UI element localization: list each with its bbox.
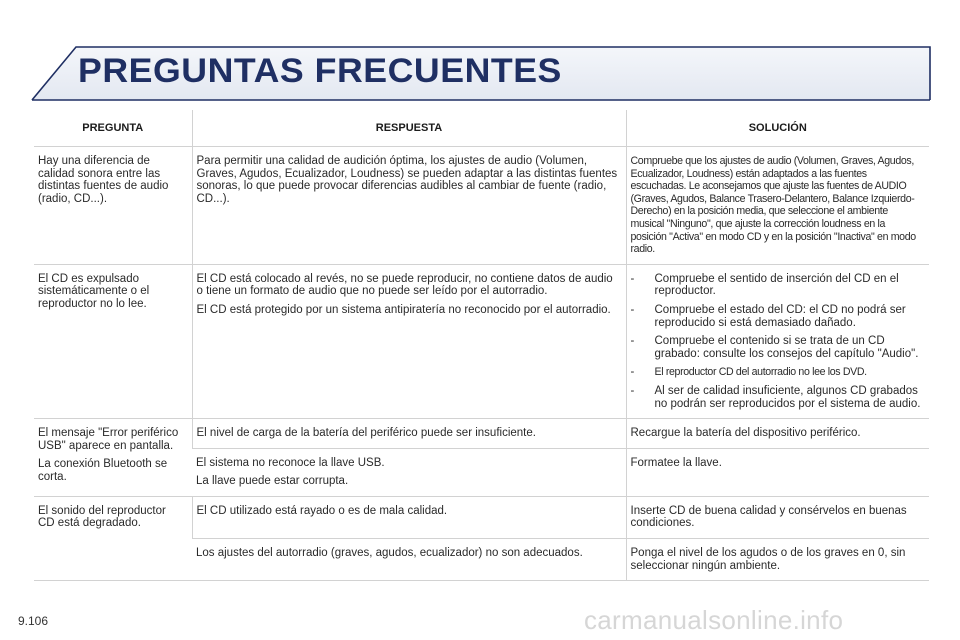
question-text: El CD es expulsado sistemáticamente o el reproductor no lo lee. <box>38 272 150 310</box>
question-text: La conexión Bluetooth se corta. <box>38 458 168 483</box>
table-row <box>34 419 929 449</box>
solution-step: Al ser de calidad insuficiente, algunos CD grabados no podrán ser reproducidos por el sistema de audio. <box>654 384 921 410</box>
list-item: - Compruebe el contenido si se trata de un CD grabado: consulte los consejos del capítulo "Audio". <box>630 335 919 360</box>
solution-cell <box>626 264 929 418</box>
page-title: PREGUNTAS FRECUENTES <box>78 52 562 90</box>
header-banner <box>0 0 960 110</box>
solution-text: Formatee la llave. <box>630 456 722 469</box>
table-row <box>34 496 929 538</box>
answer-text: El CD utilizado está rayado o es de mala calidad. <box>196 504 448 517</box>
answer-text: El nivel de carga de la batería del periférico puede ser insuficiente. <box>196 427 536 440</box>
table-row <box>34 264 929 418</box>
answer-text: El sistema no reconoce la llave USB. <box>196 456 385 469</box>
question-cell <box>34 496 192 580</box>
answer-text: Los ajustes del autorradio (graves, agudos, ecualizador) no son adecuados. <box>196 547 583 560</box>
table-header-row <box>34 110 929 147</box>
solution-step: Compruebe el estado del CD: el CD no podrá ser reproducido si está demasiado dañado. <box>654 303 906 329</box>
solution-cell <box>626 496 929 538</box>
answer-text: El CD está protegido por un sistema antipiratería no reconocido por el autorradio. <box>196 303 611 316</box>
question-text: El mensaje "Error periférico USB" aparece en pantalla. <box>38 427 179 452</box>
answer-cell <box>192 496 626 538</box>
question-cell <box>34 147 192 265</box>
solution-text: Ponga el nivel de los agudos o de los graves en 0, sin seleccionar ningún ambiente. <box>630 547 906 572</box>
page-number: 9.106 <box>18 614 49 628</box>
faq-table <box>34 110 929 581</box>
solution-step: Compruebe el sentido de inserción del CD en el reproductor. <box>654 272 899 298</box>
watermark: carmanualsonline.info <box>584 605 844 635</box>
solution-cell <box>626 147 929 265</box>
solution-cell <box>626 448 929 496</box>
list-item: - Compruebe el sentido de inserción del CD en el reproductor. <box>630 272 899 298</box>
answer-text: El CD está colocado al revés, no se puede reproducir, no contiene datos de audio o tiene un formato de audio que no puede ser leído por el autorradio. <box>196 272 613 298</box>
solution-step: El reproductor CD del autorradio no lee los DVD. <box>654 366 867 379</box>
answer-cell <box>192 539 626 581</box>
question-text: El sonido del reproductor CD está degradado. <box>38 504 166 530</box>
question-text: Hay una diferencia de calidad sonora entre las distintas fuentes de audio (radio, CD...). <box>38 155 169 205</box>
question-cell <box>34 419 192 497</box>
solution-cell <box>626 419 929 449</box>
answer-cell <box>192 264 626 418</box>
solution-text: Inserte CD de buena calidad y consérvelos en buenas condiciones. <box>630 504 907 530</box>
solution-cell <box>626 539 929 581</box>
column-header-question: PREGUNTA <box>34 110 192 147</box>
answer-cell <box>192 147 626 265</box>
answer-cell <box>192 448 626 496</box>
list-item: - Al ser de calidad insuficiente, algunos CD grabados no podrán ser reproducidos por el sistema de audio. <box>630 384 921 410</box>
table-row <box>34 147 929 265</box>
column-header-solution: SOLUCIÓN <box>626 110 929 147</box>
answer-text: La llave puede estar corrupta. <box>196 475 349 488</box>
solution-text: Compruebe que los ajustes de audio (Volumen, Graves, Agudos, Ecualizador, Loudness) están adaptados a las fuentes escuchadas. Le aconsejamos que ajuste las fuentes de AUDIO (Graves, Agudos, Balance Trasero-Delantero, Balance Izquierdo-Derecho) en la posición media, que seleccione el ambiente musical "Ninguno", que ajuste la corrección loudness en la posición "Activa" en modo CD y en la posición "Inactiva" en modo radio. <box>630 155 916 256</box>
answer-cell <box>192 419 626 449</box>
column-header-answer: RESPUESTA <box>192 110 626 147</box>
list-item: - Compruebe el estado del CD: el CD no podrá ser reproducido si está demasiado dañado. <box>630 303 906 329</box>
list-item: - El reproductor CD del autorradio no lee los DVD. <box>630 366 867 379</box>
solution-list <box>631 273 922 410</box>
solution-text: Recargue la batería del dispositivo periférico. <box>630 427 861 440</box>
answer-text: Para permitir una calidad de audición óptima, los ajustes de audio (Volumen, Graves, Agudos, Ecualizador, Loudness) se pueden adaptar a las distintas fuentes sonoras, lo que puede provocar diferencias audibles al cambiar de fuente (radio, CD...). <box>196 155 618 205</box>
question-cell <box>34 264 192 418</box>
solution-step: Compruebe el contenido si se trata de un CD grabado: consulte los consejos del capítulo "Audio". <box>654 335 919 360</box>
